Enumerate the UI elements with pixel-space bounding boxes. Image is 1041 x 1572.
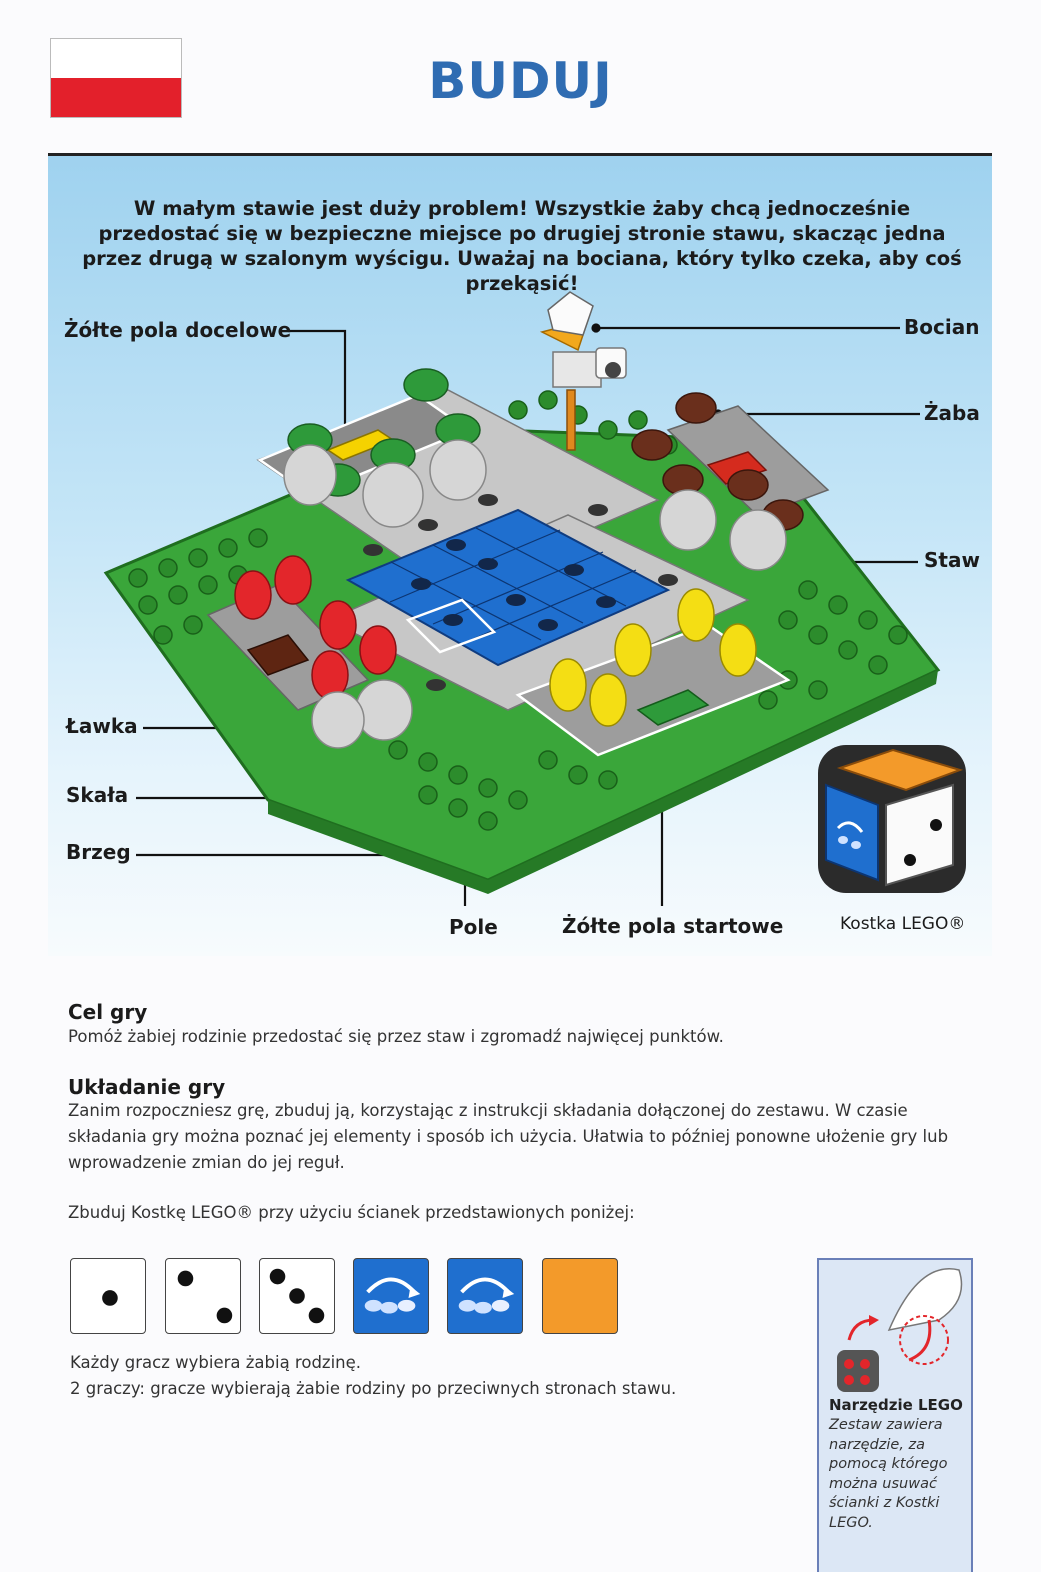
label-bench: Ławka: [66, 714, 138, 738]
tool-title: Narzędzie LEGO: [829, 1396, 963, 1414]
label-die: Kostka LEGO®: [840, 914, 966, 934]
setup-text: Zanim rozpoczniesz grę, zbuduj ją, korzystając z instrukcji składania dołączonej do zestawu. W czasie składania gry można poznać jej elementy i sposób ich użycia. Ułatwia to później ponowne ułożenie gry lub wprowadzenie zmian do jej reguł.: [68, 1101, 949, 1172]
die-face-three-dots: [259, 1258, 335, 1334]
label-rock: Skała: [66, 783, 129, 807]
board-illustration: [48, 280, 992, 960]
page-title: BUDUJ: [428, 52, 613, 110]
die-face-orange: [542, 1258, 618, 1334]
family-text-2: 2 graczy: gracze wybierają żabie rodziny po przeciwnych stronach stawu.: [70, 1379, 677, 1398]
goal-title: Cel gry: [68, 1000, 148, 1024]
family-text-1: Każdy gracz wybiera żabią rodzinę.: [70, 1353, 362, 1372]
label-start-fields: Żółte pola startowe: [562, 914, 784, 938]
label-stork: Bocian: [904, 315, 980, 339]
die-instruction: Zbuduj Kostkę LEGO® przy użyciu ścianek przedstawionych poniżej:: [68, 1203, 635, 1222]
die-face-jump-icon: [353, 1258, 429, 1334]
intro-text: W małym stawie jest duży problem! Wszystkie żaby chcą jednocześnie przedostać się w bezpieczne miejsce po drugiej stronie stawu, skacząc jedna przez drugą w szalonym wyścigu. Uważaj na bociana, który tylko czeka, aby coś przekąsić!: [82, 197, 962, 295]
label-pond: Staw: [924, 548, 980, 572]
die-face-one-dot: [70, 1258, 146, 1334]
setup-title: Układanie gry: [68, 1075, 226, 1099]
label-frog: Żaba: [924, 401, 980, 425]
goal-text: Pomóż żabiej rodzinie przedostać się przez staw i zgromadź najwięcej punktów.: [68, 1027, 724, 1046]
tool-illustration: [819, 1260, 971, 1400]
label-field: Pole: [449, 915, 498, 939]
lego-die: [818, 745, 966, 893]
die-face-jump-icon-2: [447, 1258, 523, 1334]
tool-text: Zestaw zawiera narzędzie, za pomocą którego można usuwać ścianki z Kostki LEGO.: [829, 1417, 948, 1531]
die-face-two-dots: [165, 1258, 241, 1334]
label-shore: Brzeg: [66, 840, 131, 864]
label-goal-fields: Żółte pola docelowe: [64, 318, 292, 342]
